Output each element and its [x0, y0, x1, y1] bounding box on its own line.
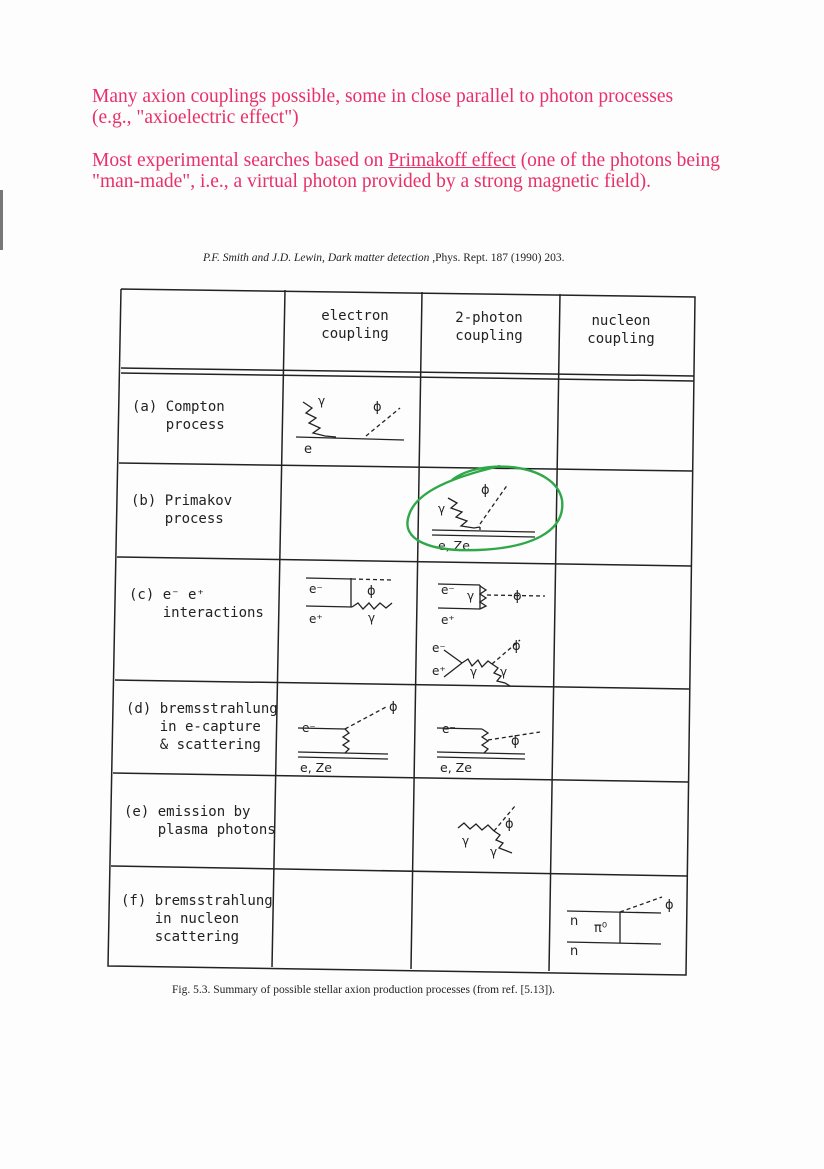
nucleon-n-lower: n: [570, 944, 579, 959]
ee-annihilation-gamma-1: γ: [470, 665, 478, 679]
figure-caption: Fig. 5.3. Summary of possible stellar axion production processes (from ref. [5.13]).: [172, 984, 555, 996]
row-label-primakov: (b) Primakov process: [131, 493, 233, 527]
brems-electron-e-minus: e⁻: [302, 721, 316, 735]
brems-electron-phi: ϕ: [389, 700, 398, 715]
compton-gamma-label: γ: [318, 394, 326, 408]
plasma-photon-diagram: [458, 806, 515, 859]
brems-photon-phi: ϕ: [511, 734, 520, 749]
citation-authors: P.F. Smith and J.D. Lewin,: [203, 252, 325, 264]
primakov-gamma-label: γ: [438, 502, 446, 516]
row-label-nucleon-brems: (f) bremsstrahlung in nucleon scattering: [121, 893, 273, 945]
primakoff-effect-underlined: Primakoff effect: [388, 150, 516, 171]
citation-journal: ,Phys. Rept. 187 (1990) 203.: [432, 252, 565, 264]
primakov-diagram: [407, 466, 562, 553]
ee-electron-gamma: γ: [368, 611, 376, 625]
green-highlight-circle: [407, 466, 562, 550]
compton-diagram: [296, 394, 404, 457]
ee-annihilation-e-plus: e⁺: [432, 664, 446, 678]
ee-electron-e-minus: e⁻: [309, 582, 323, 596]
primakov-phi-label: ϕ: [481, 483, 490, 498]
compton-e-label: e: [304, 442, 312, 457]
row-label-ee-interactions: (c) e⁻ e⁺ interactions: [129, 587, 264, 621]
ee-photon-gamma: γ: [467, 589, 475, 603]
brems-electron-e-ze: e, Ze: [300, 760, 332, 775]
citation-title: Dark matter detection: [327, 252, 430, 264]
ee-photon-e-plus: e⁺: [441, 613, 455, 627]
nucleon-pi0-label: π⁰: [594, 921, 608, 936]
ee-electron-e-plus: e⁺: [309, 612, 323, 626]
annotation-line-4: "man-made", i.e., a virtual photon provided by a strong magnetic field).: [92, 171, 652, 192]
header-2-photon-coupling: 2-photon coupling: [455, 310, 523, 344]
nucleon-n-upper: n: [570, 914, 579, 929]
brems-electron-diagram: [298, 700, 398, 775]
brems-photon-diagram: [437, 722, 540, 775]
row-label-compton: (a) Compton process: [132, 399, 225, 433]
ee-photon-phi: ϕ: [513, 589, 522, 604]
table-grid: [108, 289, 695, 975]
ee-annihilation-gamma-2: γ: [500, 665, 508, 679]
header-electron-coupling: electron coupling: [321, 308, 389, 342]
compton-phi-label: ϕ: [373, 400, 382, 415]
ee-electron-phi: ϕ: [367, 584, 376, 599]
header-nucleon-coupling: nucleon coupling: [587, 313, 655, 347]
primakov-e-ze-label: e, Ze: [438, 538, 470, 553]
nucleon-phi: ϕ: [665, 898, 674, 913]
annotation-line-2: (e.g., "axioelectric effect"): [92, 107, 299, 128]
brems-photon-e-minus: e⁻: [442, 722, 456, 736]
annotation-line-3-post: (one of the photons being: [515, 150, 720, 171]
row-label-brems-capture: (d) bremsstrahlung in e-capture & scattering: [126, 701, 278, 753]
nucleon-brems-diagram: [567, 897, 674, 959]
plasma-phi: ϕ: [505, 817, 514, 832]
annotation-line-3-pre: Most experimental searches based on: [92, 150, 389, 171]
ee-photon-e-minus: e⁻: [441, 583, 455, 597]
ee-annihilation-e-minus: e⁻: [432, 641, 446, 655]
plasma-gamma-2: γ: [490, 845, 498, 859]
ee-annihilation-phi: ϕ: [512, 639, 521, 654]
ee-interaction-photon-diagram: [432, 583, 545, 686]
plasma-gamma-1: γ: [462, 834, 470, 848]
brems-photon-e-ze: e, Ze: [440, 760, 472, 775]
annotation-line-1: Many axion couplings possible, some in close parallel to photon processes: [92, 86, 674, 107]
row-label-plasma-emission: (e) emission by plasma photons: [124, 804, 276, 838]
ee-interaction-electron-diagram: [306, 578, 392, 626]
